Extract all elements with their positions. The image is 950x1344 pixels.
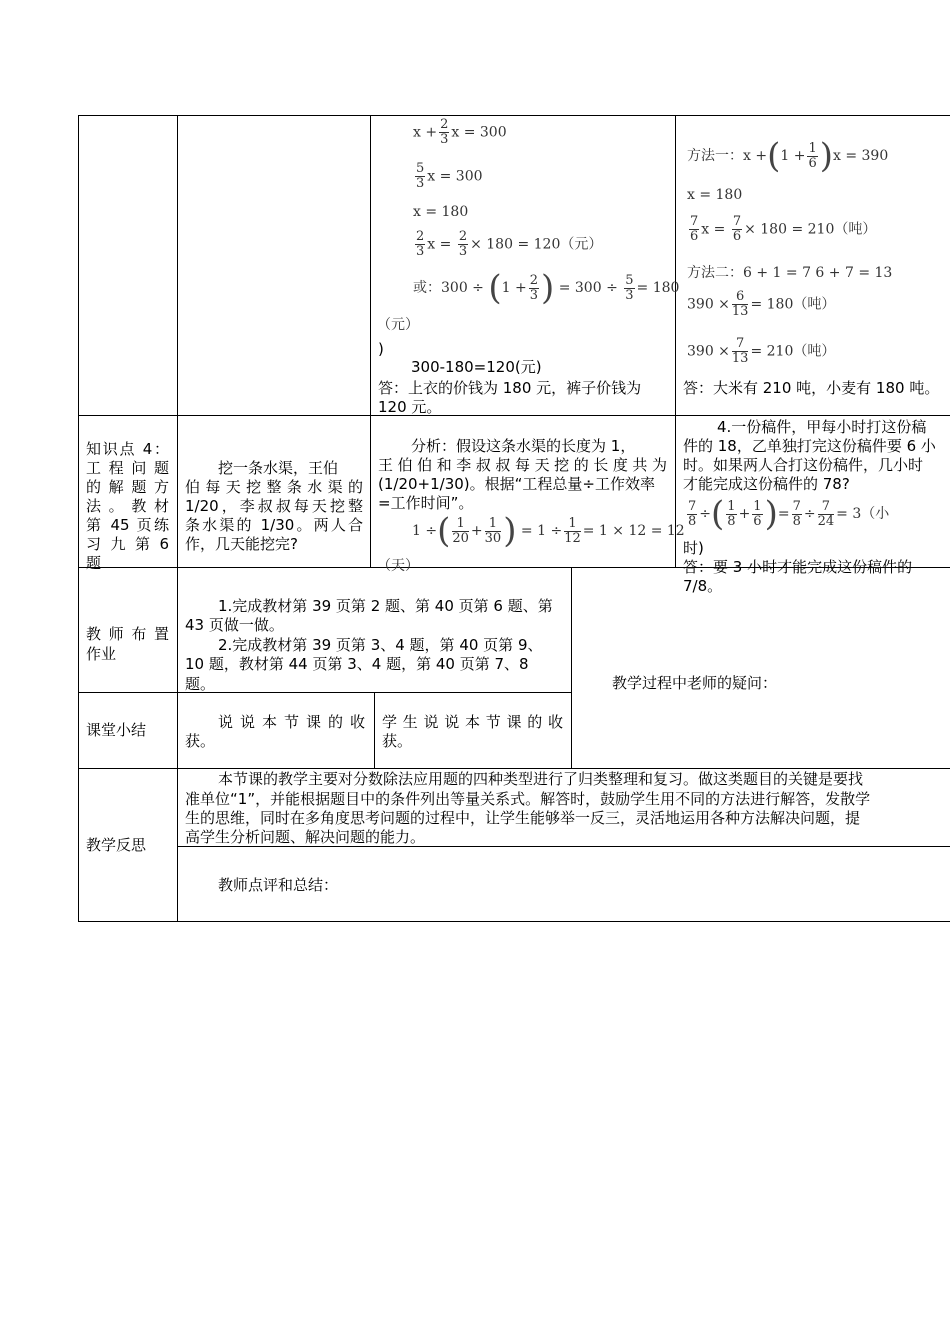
summary-student-line: 学 生 说 说 本 节 课 的 收 bbox=[382, 713, 563, 731]
row-divider bbox=[78, 692, 571, 693]
method-two-line: 方法二：6 + 1 = 7 6 + 7 = 13 bbox=[687, 265, 893, 281]
homework-line: 1.完成教材第 39 页第 2 题、第 40 页第 6 题、第 bbox=[218, 597, 553, 615]
equation-1: x + $\frac{2}{3}$ x = 300 bbox=[413, 117, 507, 147]
unit-yuan: （元） bbox=[377, 317, 419, 333]
summary-teacher-line: 获。 bbox=[185, 732, 216, 750]
homework-line: 43 页做一做。 bbox=[185, 616, 284, 634]
answer-line: 答：大米有 210 吨，小麦有 180 吨。 bbox=[683, 379, 940, 397]
column-divider bbox=[675, 115, 676, 567]
knowledge-point-line: 法 。 教 材 bbox=[86, 497, 169, 515]
reflection-line: 准单位“1”，并能根据题目中的条件列出等量关系式。解答时，鼓励学生用不同的方法进行解答，发散学 bbox=[185, 790, 871, 808]
analysis-line: 分析：假设这条水渠的长度为 1， bbox=[411, 437, 636, 455]
homework-label: 教 师 布 置 bbox=[86, 625, 169, 643]
closing-paren: ) bbox=[378, 340, 384, 358]
summary-label: 课堂小结 bbox=[86, 721, 147, 739]
manuscript-line: 时。如果两人合打这份稿件，几小时 bbox=[683, 456, 924, 474]
unit-day: （天） bbox=[377, 558, 419, 574]
homework-line: 10 题，教材第 44 页第 3、4 题，第 40 页第 7、8 bbox=[185, 655, 529, 673]
manuscript-line: 才能完成这份稿件的 78? bbox=[683, 475, 850, 493]
row-divider bbox=[78, 768, 950, 769]
problem-line: 条水渠的 1/30。两人合 bbox=[185, 516, 363, 534]
equation-3: x = 180 bbox=[413, 204, 469, 220]
analysis-line: =工作时间”。 bbox=[378, 494, 474, 512]
answer-line: 答：上衣的价钱为 180 元，裤子价钱为 bbox=[378, 379, 642, 397]
manuscript-line: 件的 18，乙单独打完这份稿件要 6 小 bbox=[683, 437, 936, 455]
equation-5: 或：300 ÷ (1 + $\frac{2}{3}$ ) = 300 ÷ $\frac{5}{3}$ = 180 bbox=[413, 268, 680, 308]
problem-line: 挖一条水渠，王伯 bbox=[218, 459, 339, 477]
reflection-label: 教学反思 bbox=[86, 836, 147, 854]
knowledge-point-line: 工 程 问 题 bbox=[86, 459, 169, 477]
homework-line: 题。 bbox=[185, 675, 216, 693]
summary-student-line: 获。 bbox=[382, 732, 413, 750]
answer-line: 7/8。 bbox=[683, 577, 723, 595]
teacher-comment-label: 教师点评和总结： bbox=[218, 876, 339, 894]
method-two-eq2: 390 × $\frac{7}{13}$ = 210（吨） bbox=[687, 336, 836, 366]
summary-teacher-line: 说 说 本 节 课 的 收 bbox=[218, 713, 365, 731]
equation-4: $\frac{2}{3}$ x = $\frac{2}{3}$ × 180 = 120（元） bbox=[416, 229, 603, 259]
method-two-eq1: 390 × $\frac{6}{13}$ = 180（吨） bbox=[687, 289, 836, 319]
problem-line: 伯每天挖整条水渠的 bbox=[185, 478, 363, 496]
column-divider bbox=[374, 692, 375, 768]
reflection-line: 生的思维，同时在多角度思考问题的过程中，让学生能够举一反三，灵活地运用各种方法解决问题，提 bbox=[185, 809, 861, 827]
answer-line: 120 元。 bbox=[378, 398, 442, 416]
knowledge-point-line: 题 bbox=[86, 554, 102, 572]
knowledge-point-line: 的 解 题 方 bbox=[86, 478, 169, 496]
manuscript-line: 4.一份稿件，甲每小时打这份稿 bbox=[717, 418, 927, 436]
method-one-equation: 方法一：x +(1 + $\frac{1}{6}$ )x = 390 bbox=[687, 136, 889, 176]
knowledge-point-line: 知识点 4： bbox=[86, 440, 169, 458]
reflection-line: 本节课的教学主要对分数除法应用题的四种类型进行了归类整理和复习。做这类题目的关键是要找 bbox=[218, 770, 864, 788]
table-border-left bbox=[78, 115, 79, 921]
teacher-question-label: 教学过程中老师的疑问： bbox=[612, 674, 778, 692]
table-border-bottom bbox=[78, 921, 950, 922]
reflection-line: 高学生分析问题、解决问题的能力。 bbox=[185, 828, 426, 846]
column-divider bbox=[370, 115, 371, 567]
homework-label: 作业 bbox=[86, 645, 117, 663]
analysis-line: 王伯伯和李叔叔每天挖的长度共为 bbox=[378, 456, 667, 474]
problem-line: 1/20，李叔叔每天挖整 bbox=[185, 497, 363, 515]
table-border-top bbox=[78, 115, 950, 116]
problem-line: 作，几天能挖完? bbox=[185, 535, 298, 553]
equation-2: $\frac{5}{3}$ x = 300 bbox=[416, 161, 483, 191]
column-divider bbox=[571, 567, 572, 768]
column-divider bbox=[177, 115, 178, 921]
method-one-x: x = 180 bbox=[687, 187, 743, 203]
knowledge-point-line: 习 九 第 6 bbox=[86, 535, 169, 553]
knowledge-point-line: 第 45 页练 bbox=[86, 516, 169, 534]
manuscript-equation: $\frac{7}{8}$ ÷( $\frac{1}{8}$ + $\frac{1}{6}$ )= $\frac{7}{8}$ ÷ $\frac{7}{24}$ = 3（小 bbox=[688, 494, 890, 534]
canal-equation: 1 ÷( $\frac{1}{20}$ + $\frac{1}{30}$ ) = 1 ÷ $\frac{1}{12}$ = 1 × 12 = 12 bbox=[412, 511, 685, 551]
answer-line: 答：要 3 小时才能完成这份稿件的 bbox=[683, 558, 913, 576]
homework-line: 2.完成教材第 39 页第 3、4 题，第 40 页第 9、 bbox=[218, 636, 543, 654]
unit-hour: 时) bbox=[683, 539, 704, 557]
analysis-line: (1/20+1/30)。根据“工程总量÷工作效率 bbox=[378, 475, 655, 493]
row-divider bbox=[78, 415, 950, 416]
method-one-result: $\frac{7}{6}$ x = $\frac{7}{6}$ × 180 = 210（吨） bbox=[690, 214, 877, 244]
subtraction-line: 300-180=120(元) bbox=[411, 358, 542, 376]
